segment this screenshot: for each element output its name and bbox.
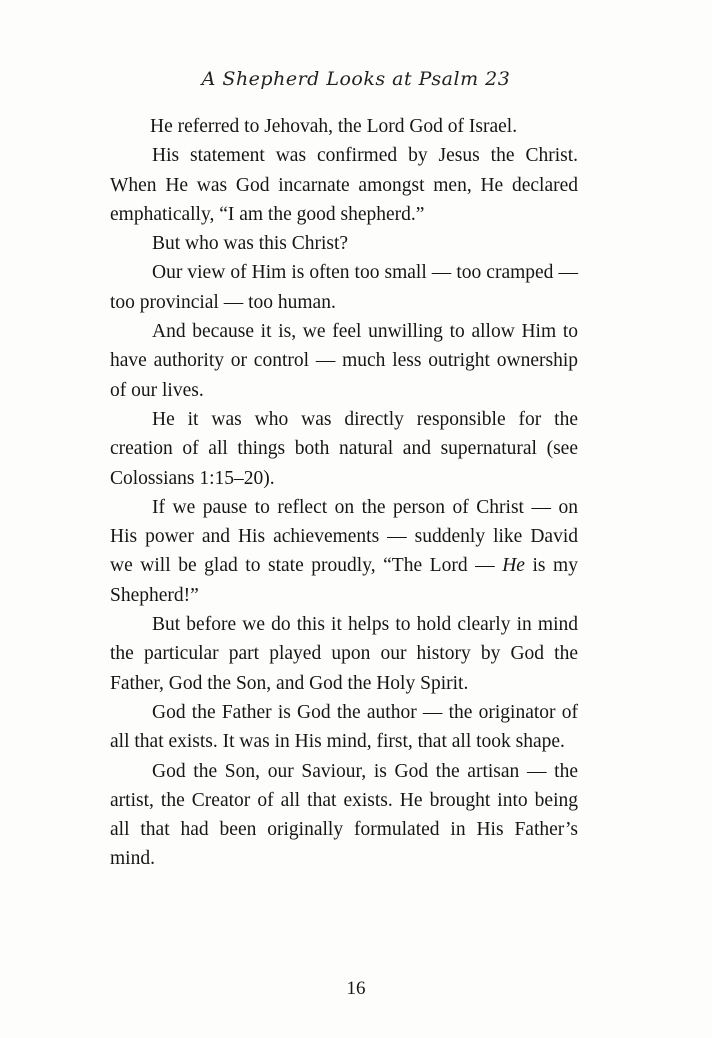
paragraph-text: If we pause to reflect on the person of Christ — on His power and His achievements — suddenly like David we will be glad to state proudly, “The Lord — bbox=[110, 496, 578, 577]
paragraph: Our view of Him is often too small — too cramped — too provincial — too human. bbox=[110, 262, 578, 313]
paragraph: He referred to Jehovah, the Lord God of Israel. bbox=[150, 116, 518, 137]
paragraph bbox=[110, 493, 578, 610]
paragraph-text: is my Shepherd!” bbox=[110, 555, 578, 606]
emphasis-text: He bbox=[502, 555, 525, 577]
body-text bbox=[110, 112, 578, 874]
paragraph: But before we do this it helps to hold clearly in mind the particular part played upon our history by God the Father, God the Son, and God the Holy Spirit. bbox=[110, 614, 578, 694]
paragraph: His statement was confirmed by Jesus the Christ. When He was God incarnate amongst men, He declared emphatically, “I am the good shepherd.” bbox=[110, 145, 578, 225]
paragraph: But who was this Christ? bbox=[152, 233, 349, 255]
paragraph: God the Father is God the author — the originator of all that exists. It was in His mind, first, that all took shape. bbox=[110, 701, 578, 753]
paragraph: God the Son, our Saviour, is God the artisan — the artist, the Creator of all that exists. He brought into being all that had been originally formulated in His Father’s mind. bbox=[110, 760, 578, 870]
paragraph: And because it is, we feel unwilling to allow Him to have authority or control — much less outright ownership of our lives. bbox=[110, 321, 578, 401]
paragraph: He it was who was directly responsible for the creation of all things both natural and supernatural (see Colossians 1:15–20). bbox=[110, 408, 578, 489]
page-number: 16 bbox=[346, 978, 366, 999]
running-head-title: A Shepherd Looks at Psalm 23 bbox=[201, 68, 511, 90]
